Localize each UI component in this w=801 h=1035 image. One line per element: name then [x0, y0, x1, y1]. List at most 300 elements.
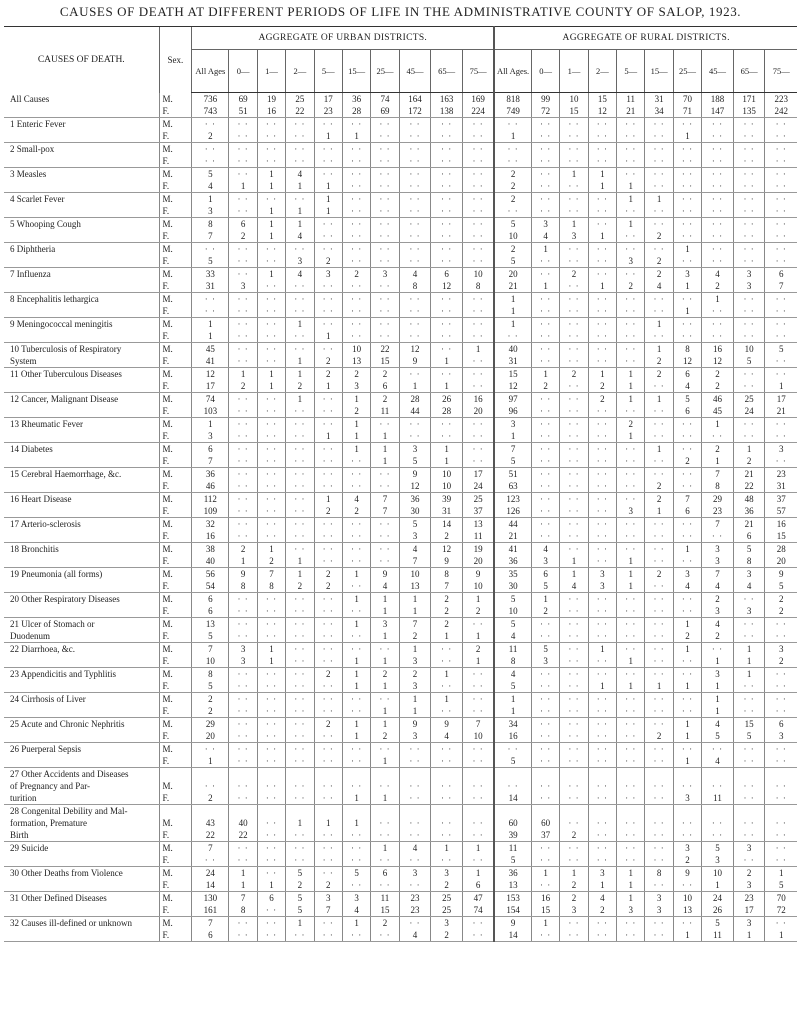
rural-age-header: 0— [531, 50, 559, 93]
table-row [4, 829, 797, 842]
rural-count-cell: · · [702, 780, 734, 792]
page-title: CAUSES OF DEATH AT DIFFERENT PERIODS OF LIFE IN THE ADMINISTRATIVE COUNTY OF SALOP, 1923. [59, 4, 742, 19]
rural-count-cell: · · [617, 155, 645, 168]
urban-count-cell: · · [371, 293, 399, 306]
urban-count-cell: 1 [229, 180, 257, 193]
sex-cell: F. [159, 205, 192, 218]
rural-count-cell: 40 [494, 343, 531, 356]
urban-count-cell: · · [342, 255, 370, 268]
rural-count-cell: · · [588, 130, 616, 143]
urban-count-cell: 6 [192, 929, 229, 942]
rural-count-cell: 48 [733, 493, 765, 506]
rural-count-cell: · · [531, 118, 559, 131]
urban-count-cell: 6 [229, 218, 257, 231]
rural-count-cell: · · [617, 293, 645, 306]
urban-count-cell: · · [342, 168, 370, 181]
rural-count-cell: · · [673, 430, 701, 443]
urban-count-cell: · · [399, 293, 431, 306]
urban-count-cell: · · [371, 118, 399, 131]
urban-count-cell: 2 [286, 879, 314, 892]
urban-count-cell: · · [286, 118, 314, 131]
rural-count-cell: · · [531, 130, 559, 143]
urban-count-cell: · · [229, 854, 257, 867]
urban-count-cell: · · [286, 792, 314, 805]
rural-count-cell: 2 [673, 630, 701, 643]
rural-count-cell: · · [765, 355, 797, 368]
urban-count-cell: · · [286, 543, 314, 556]
urban-count-cell: · · [314, 143, 342, 156]
empty-cell [371, 805, 399, 818]
empty-cell [431, 805, 463, 818]
rural-count-cell: 10 [702, 867, 734, 880]
urban-count-cell: 1 [286, 205, 314, 218]
urban-count-cell: 1 [192, 193, 229, 206]
rural-count-cell: 26 [702, 904, 734, 917]
urban-count-cell: 1 [257, 368, 285, 381]
urban-count-cell: · · [192, 293, 229, 306]
urban-count-cell: 1 [431, 693, 463, 706]
urban-count-cell: · · [399, 243, 431, 256]
urban-count-cell: 2 [229, 543, 257, 556]
rural-count-cell: · · [588, 605, 616, 618]
cause-label: 16 Heart Disease [10, 494, 72, 504]
urban-count-cell: 69 [229, 93, 257, 106]
urban-count-cell: 2 [431, 530, 463, 543]
urban-count-cell: 2 [399, 630, 431, 643]
rural-count-cell: · · [733, 330, 765, 343]
rural-count-cell: 1 [673, 718, 701, 731]
urban-count-cell: 20 [192, 730, 229, 743]
rural-count-cell: · · [673, 879, 701, 892]
urban-count-cell: 6 [192, 605, 229, 618]
urban-count-cell: · · [462, 180, 494, 193]
urban-count-cell: · · [399, 318, 431, 331]
urban-count-cell: · · [229, 780, 257, 792]
urban-count-cell: 4 [342, 493, 370, 506]
rural-count-cell: 1 [617, 430, 645, 443]
urban-count-cell: 1 [286, 180, 314, 193]
urban-count-cell: 12 [399, 343, 431, 356]
cause-label: 29 Suicide [10, 843, 49, 853]
urban-count-cell: 1 [314, 380, 342, 393]
rural-count-cell: 1 [733, 929, 765, 942]
cause-label: 6 Diphtheria [10, 244, 56, 254]
table-row [4, 130, 797, 143]
urban-count-cell: · · [342, 842, 370, 855]
cause-label: 31 Other Defined Diseases [10, 893, 107, 903]
rural-count-cell: 1 [560, 168, 588, 181]
rural-count-cell: · · [765, 693, 797, 706]
rural-count-cell: 1 [673, 130, 701, 143]
urban-count-cell: · · [431, 155, 463, 168]
rural-count-cell: 3 [702, 555, 734, 568]
urban-count-cell: · · [371, 243, 399, 256]
urban-count-cell: · · [399, 418, 431, 431]
urban-count-cell: 32 [192, 518, 229, 531]
rural-count-cell: 31 [645, 93, 673, 106]
sex-cell: M. [159, 268, 192, 281]
cause-label [4, 230, 159, 243]
rural-count-cell: · · [531, 155, 559, 168]
urban-count-cell: · · [286, 155, 314, 168]
rural-count-cell: 1 [617, 867, 645, 880]
rural-count-cell: 5 [765, 879, 797, 892]
rural-count-cell: · · [588, 854, 616, 867]
rural-count-cell: · · [560, 543, 588, 556]
rural-count-cell: · · [645, 543, 673, 556]
urban-count-cell: 47 [462, 892, 494, 905]
rural-count-cell: · · [531, 343, 559, 356]
urban-count-cell: 2 [314, 368, 342, 381]
rural-count-cell: · · [645, 168, 673, 181]
table-row [4, 593, 797, 606]
urban-count-cell: 3 [371, 618, 399, 631]
urban-count-cell: 2 [192, 130, 229, 143]
urban-count-cell: · · [462, 680, 494, 693]
urban-count-cell: · · [399, 917, 431, 930]
urban-count-cell: · · [257, 929, 285, 942]
cause-label: 7 Influenza [10, 269, 51, 279]
rural-count-cell: · · [702, 243, 734, 256]
sex-cell: M. [159, 443, 192, 456]
sex-cell: M. [159, 593, 192, 606]
rural-count-cell: · · [617, 929, 645, 942]
rural-count-cell: 16 [765, 518, 797, 531]
urban-count-cell: · · [286, 443, 314, 456]
urban-count-cell: 15 [371, 355, 399, 368]
rural-count-cell: · · [645, 530, 673, 543]
urban-count-cell: 17 [462, 468, 494, 481]
rural-count-cell: 3 [531, 555, 559, 568]
cause-label [4, 680, 159, 693]
urban-count-cell: · · [314, 605, 342, 618]
urban-count-cell: · · [229, 168, 257, 181]
urban-count-cell: 2 [342, 368, 370, 381]
rural-count-cell: 7 [702, 568, 734, 581]
rural-count-cell: 10 [494, 230, 531, 243]
urban-count-cell: 6 [462, 879, 494, 892]
rural-count-cell: 12 [588, 105, 616, 118]
table-row [4, 555, 797, 568]
urban-count-cell: · · [286, 718, 314, 731]
rural-count-cell: 15 [733, 718, 765, 731]
urban-count-cell: · · [314, 455, 342, 468]
rural-count-cell: 2 [702, 593, 734, 606]
urban-count-cell: · · [229, 730, 257, 743]
rural-count-cell: 8 [494, 655, 531, 668]
urban-count-cell: · · [229, 480, 257, 493]
rural-count-cell: · · [765, 680, 797, 693]
urban-count-cell: 12 [431, 280, 463, 293]
table-row [4, 680, 797, 693]
urban-count-cell: · · [257, 418, 285, 431]
urban-count-cell: 28 [342, 105, 370, 118]
rural-count-cell: 13 [673, 904, 701, 917]
urban-count-cell: · · [462, 318, 494, 331]
urban-count-cell: · · [314, 792, 342, 805]
urban-count-cell: 33 [192, 268, 229, 281]
urban-count-cell: 3 [431, 867, 463, 880]
sex-cell: M. [159, 343, 192, 356]
rural-count-cell: · · [531, 630, 559, 643]
urban-count-cell: · · [314, 743, 342, 756]
urban-count-cell: 1 [286, 817, 314, 829]
cause-label [4, 305, 159, 318]
rural-count-cell: · · [531, 730, 559, 743]
urban-count-cell: 1 [314, 817, 342, 829]
urban-count-cell: · · [229, 393, 257, 406]
sex-cell: F. [159, 155, 192, 168]
urban-count-cell: 1 [257, 230, 285, 243]
urban-count-cell: 15 [371, 904, 399, 917]
cause-label [4, 455, 159, 468]
rural-count-cell: 1 [673, 755, 701, 768]
urban-count-cell: · · [462, 792, 494, 805]
urban-count-cell: · · [371, 418, 399, 431]
sex-cell: M. [159, 693, 192, 706]
table-row [4, 418, 797, 431]
rural-count-cell: · · [733, 630, 765, 643]
urban-count-cell: · · [371, 829, 399, 842]
urban-count-cell: 22 [371, 343, 399, 356]
urban-count-cell: 7 [192, 230, 229, 243]
rural-count-cell: · · [531, 693, 559, 706]
rural-count-cell: · · [531, 842, 559, 855]
rural-count-cell: 1 [617, 680, 645, 693]
urban-count-cell: 6 [431, 268, 463, 281]
urban-count-cell: · · [431, 655, 463, 668]
rural-count-cell: 2 [733, 455, 765, 468]
table-row [4, 917, 797, 930]
urban-count-cell: 10 [431, 480, 463, 493]
table-row [4, 380, 797, 393]
urban-count-cell: · · [257, 468, 285, 481]
rural-count-cell: 15 [560, 105, 588, 118]
urban-count-cell: · · [462, 355, 494, 368]
rural-count-cell: · · [673, 468, 701, 481]
rural-count-cell: · · [531, 718, 559, 731]
urban-count-cell: · · [286, 143, 314, 156]
rural-count-cell: · · [531, 305, 559, 318]
rural-count-cell: · · [765, 780, 797, 792]
urban-count-cell: 3 [399, 530, 431, 543]
urban-count-cell: 2 [314, 568, 342, 581]
table-row [4, 168, 797, 181]
urban-count-cell: · · [342, 230, 370, 243]
rural-count-cell: 1 [617, 368, 645, 381]
rural-count-cell: 1 [560, 555, 588, 568]
urban-count-cell: · · [399, 130, 431, 143]
rural-count-cell: 4 [588, 892, 616, 905]
urban-count-cell: 24 [192, 867, 229, 880]
urban-count-cell: · · [371, 155, 399, 168]
rural-count-cell: · · [765, 917, 797, 930]
cause-label: 14 Diabetes [10, 444, 53, 454]
urban-count-cell: · · [431, 368, 463, 381]
sex-cell: M. [159, 368, 192, 381]
rural-count-cell: 1 [733, 668, 765, 681]
urban-count-cell: · · [342, 854, 370, 867]
rural-count-cell: · · [702, 230, 734, 243]
urban-count-cell: · · [371, 518, 399, 531]
rural-count-cell: 72 [531, 105, 559, 118]
rural-count-cell: · · [733, 118, 765, 131]
empty-cell [702, 768, 734, 781]
rural-count-cell: · · [617, 518, 645, 531]
urban-count-cell: · · [257, 330, 285, 343]
urban-count-cell: · · [462, 929, 494, 942]
urban-count-cell: 74 [462, 904, 494, 917]
urban-count-cell: 2 [431, 593, 463, 606]
urban-count-cell: · · [257, 605, 285, 618]
urban-count-cell: · · [229, 305, 257, 318]
rural-count-cell: 2 [560, 892, 588, 905]
urban-count-cell: 46 [192, 480, 229, 493]
rural-count-cell: · · [617, 230, 645, 243]
urban-count-cell: · · [399, 330, 431, 343]
rural-count-cell: · · [702, 118, 734, 131]
urban-count-cell: 1 [462, 630, 494, 643]
urban-age-header: 75— [462, 50, 494, 93]
empty-cell [617, 805, 645, 818]
sex-cell: M. [159, 468, 192, 481]
urban-count-cell: 5 [399, 455, 431, 468]
table-row [4, 530, 797, 543]
urban-count-cell: 1 [286, 568, 314, 581]
rural-count-cell: · · [531, 493, 559, 506]
urban-count-cell: 9 [229, 568, 257, 581]
urban-age-header: 5— [314, 50, 342, 93]
urban-count-cell: 2 [314, 718, 342, 731]
urban-count-cell: · · [257, 593, 285, 606]
rural-count-cell: 1 [617, 568, 645, 581]
rural-count-cell: · · [617, 318, 645, 331]
rural-count-cell: · · [560, 630, 588, 643]
urban-count-cell: · · [229, 343, 257, 356]
rural-count-cell: 4 [531, 230, 559, 243]
urban-count-cell: · · [342, 243, 370, 256]
urban-count-cell: 1 [399, 593, 431, 606]
urban-count-cell: 25 [462, 493, 494, 506]
urban-count-cell: · · [314, 243, 342, 256]
urban-count-cell: · · [257, 867, 285, 880]
urban-count-cell: · · [257, 792, 285, 805]
rural-count-cell: · · [531, 530, 559, 543]
rural-count-cell: 3 [733, 280, 765, 293]
rural-count-cell: 6 [765, 718, 797, 731]
sex-header: Sex. [159, 27, 192, 93]
urban-count-cell: · · [314, 705, 342, 718]
rural-count-cell: 28 [765, 543, 797, 556]
urban-count-cell: · · [229, 743, 257, 756]
urban-count-cell: 1 [257, 380, 285, 393]
rural-count-cell: 2 [645, 493, 673, 506]
rural-count-cell: 5 [673, 393, 701, 406]
rural-count-cell: 1 [645, 393, 673, 406]
empty-cell [531, 768, 559, 781]
rural-count-cell: · · [560, 593, 588, 606]
urban-count-cell: 9 [399, 355, 431, 368]
urban-count-cell: · · [286, 493, 314, 506]
urban-count-cell: · · [431, 143, 463, 156]
rural-count-cell: 71 [673, 105, 701, 118]
urban-count-cell: 7 [371, 505, 399, 518]
urban-count-cell: · · [229, 205, 257, 218]
rural-count-cell: · · [588, 829, 616, 842]
rural-count-cell: · · [645, 555, 673, 568]
rural-count-cell: 16 [531, 892, 559, 905]
urban-count-cell: · · [431, 829, 463, 842]
urban-count-cell: 1 [257, 218, 285, 231]
urban-count-cell: · · [314, 480, 342, 493]
urban-count-cell: · · [229, 443, 257, 456]
rural-count-cell: · · [531, 505, 559, 518]
urban-count-cell: · · [229, 518, 257, 531]
rural-count-cell: · · [645, 605, 673, 618]
urban-count-cell: · · [257, 243, 285, 256]
rural-count-cell: · · [588, 305, 616, 318]
urban-count-cell: 1 [314, 430, 342, 443]
rural-count-cell: 30 [494, 580, 531, 593]
rural-count-cell: 1 [733, 655, 765, 668]
urban-count-cell: · · [286, 680, 314, 693]
rural-count-cell: 749 [494, 105, 531, 118]
rural-count-cell: 12 [702, 355, 734, 368]
table-row [4, 655, 797, 668]
urban-count-cell: 130 [192, 892, 229, 905]
urban-count-cell: 4 [399, 268, 431, 281]
cause-label: 24 Cirrhosis of Liver [10, 694, 86, 704]
rural-count-cell: · · [702, 155, 734, 168]
urban-count-cell: · · [314, 780, 342, 792]
rural-age-header: 45— [702, 50, 734, 93]
table-row [4, 205, 797, 218]
rural-count-cell: · · [531, 255, 559, 268]
rural-count-cell: 3 [765, 730, 797, 743]
rural-count-cell: · · [765, 668, 797, 681]
rural-count-cell: · · [588, 718, 616, 731]
cause-label [4, 405, 159, 418]
urban-count-cell: · · [286, 505, 314, 518]
rural-count-cell: · · [673, 230, 701, 243]
rural-age-header: 5— [617, 50, 645, 93]
urban-count-cell: 1 [342, 418, 370, 431]
rural-age-header: 25— [673, 50, 701, 93]
rural-count-cell: · · [560, 318, 588, 331]
rural-count-cell: 3 [588, 867, 616, 880]
urban-count-cell: · · [257, 493, 285, 506]
cause-label [4, 929, 159, 942]
rural-count-cell: 1 [733, 443, 765, 456]
sex-cell: M. [159, 143, 192, 156]
urban-count-cell: · · [342, 743, 370, 756]
table-row [4, 518, 797, 531]
urban-count-cell: 5 [192, 168, 229, 181]
urban-count-cell: · · [192, 143, 229, 156]
urban-count-cell: · · [229, 468, 257, 481]
rural-count-cell: · · [673, 293, 701, 306]
rural-count-cell: · · [588, 118, 616, 131]
sex-cell: F. [159, 305, 192, 318]
cause-label: All Causes [10, 93, 50, 104]
urban-count-cell: · · [371, 305, 399, 318]
rural-count-cell: 63 [494, 480, 531, 493]
rural-count-cell: 1 [560, 218, 588, 231]
urban-count-cell: · · [462, 130, 494, 143]
rural-count-cell: · · [494, 205, 531, 218]
urban-count-cell: · · [314, 280, 342, 293]
urban-count-cell: 1 [314, 193, 342, 206]
